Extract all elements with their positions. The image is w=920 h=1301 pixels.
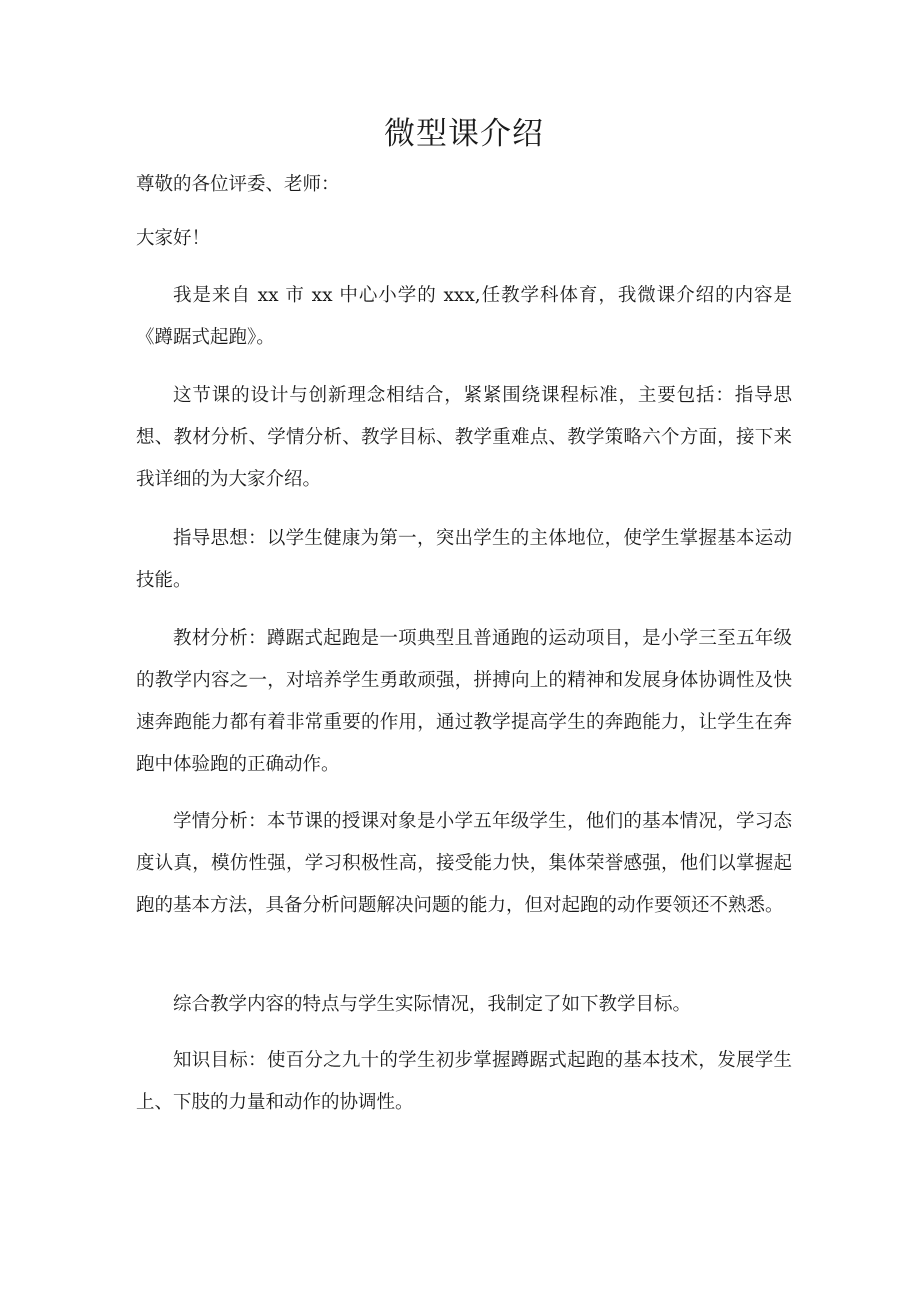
student-analysis-paragraph: 学情分析：本节课的授课对象是小学五年级学生，他们的基本情况，学习态度认真，模仿性强，学习积极性高，接受能力快，集体荣誉感强，他们以掌握起跑的基本方法，具备分析问题解决问题的能力，但对起跑的动作要领还不熟悉。 <box>136 811 792 916</box>
guiding-thought-paragraph: 指导思想：以学生健康为第一，突出学生的主体地位，使学生掌握基本运动技能。 <box>136 528 792 591</box>
overview-paragraph: 这节课的设计与创新理念相结合，紧紧围绕课程标准，主要包括：指导思想、教材分析、学情分析、教学目标、教学重难点、教学策略六个方面，接下来我详细的为大家介绍。 <box>136 385 792 490</box>
greeting-line: 尊敬的各位评委、老师： <box>136 174 340 195</box>
hello-line: 大家好！ <box>136 228 211 249</box>
material-analysis-paragraph: 教材分析：蹲踞式起跑是一项典型且普通跑的运动项目，是小学三至五年级的教学内容之一，对培养学生勇敢顽强，拼搏向上的精神和发展身体协调性及快速奔跑能力都有着非常重要的作用，通过教学提高学生的奔跑能力，让学生在奔跑中体验跑的正确动作。 <box>136 628 792 775</box>
document-title: 微型课介绍 <box>384 116 544 152</box>
knowledge-goal-paragraph: 知识目标：使百分之九十的学生初步掌握蹲踞式起跑的基本技术，发展学生上、下肢的力量和动作的协调性。 <box>136 1050 792 1113</box>
objectives-intro-paragraph: 综合教学内容的特点与学生实际情况，我制定了如下教学目标。 <box>173 994 692 1015</box>
intro-paragraph: 我是来自 xx 市 xx 中心小学的 xxx,任教学科体育，我微课介绍的内容是《蹲踞式起跑》。 <box>136 285 792 348</box>
